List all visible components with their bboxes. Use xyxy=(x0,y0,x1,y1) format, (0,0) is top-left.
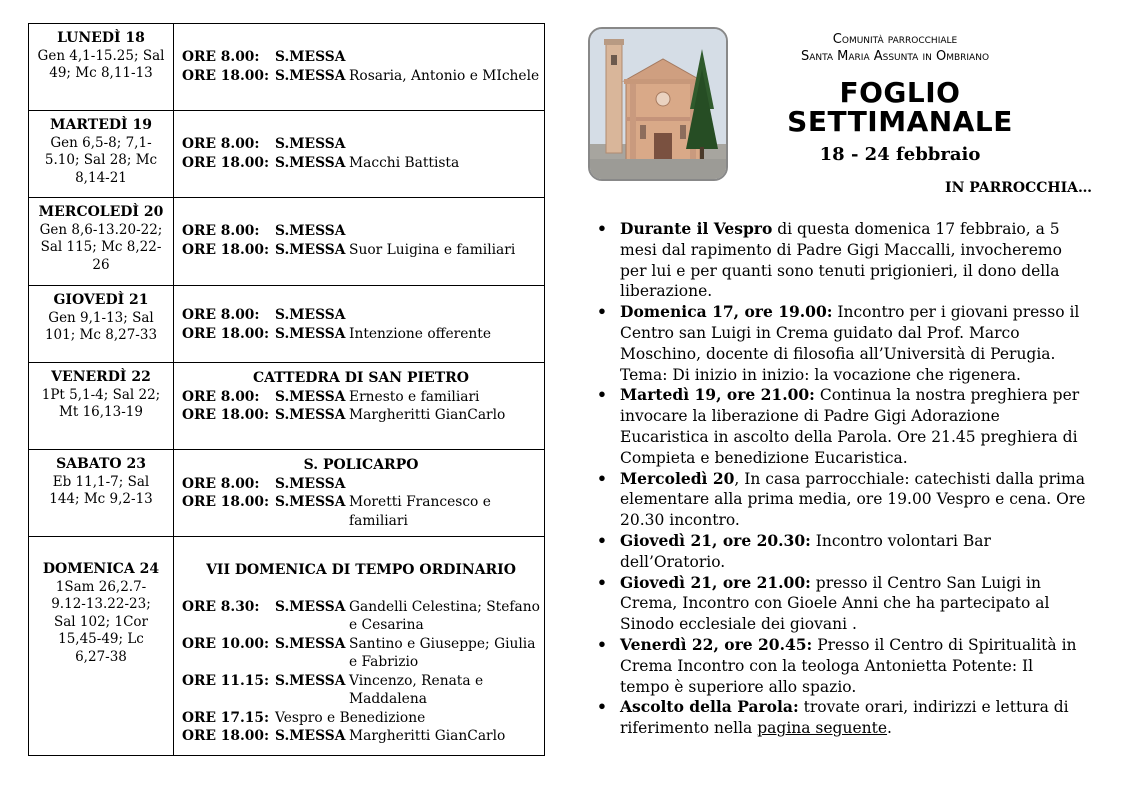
week-dates: 18 - 24 febbraio xyxy=(819,144,981,165)
bulletin-title xyxy=(770,78,1030,136)
title-line: SETTIMANALE xyxy=(787,105,1013,138)
mass-intention: Gandelli Celestina; Stefano e Cesarina xyxy=(349,598,540,633)
feast-title: S. POLICARPO xyxy=(303,457,419,473)
mass-cell xyxy=(174,286,545,363)
mass-line xyxy=(182,135,540,154)
notices-list xyxy=(597,219,1087,739)
list-item xyxy=(597,469,1087,531)
table-row xyxy=(29,286,545,363)
day-cell xyxy=(29,111,174,198)
mass-line xyxy=(182,154,540,173)
mass-type: S.MESSA xyxy=(275,728,346,744)
mass-type: S.MESSA xyxy=(275,223,346,239)
notice-lead: Durante il Vespro xyxy=(620,219,773,238)
mass-line xyxy=(182,306,540,325)
day-cell xyxy=(29,450,174,537)
mass-intention xyxy=(349,48,540,67)
day-cell xyxy=(29,537,174,756)
mass-line xyxy=(182,241,540,260)
mass-intention: Margheritti GianCarlo xyxy=(349,407,506,423)
notice-lead: Venerdì 22, ore 20.45: xyxy=(620,634,813,654)
notice-text: di questa domenica 17 febbraio, a 5 mesi dal rapimento di Padre Gigi Maccalli, invocheremo per lui e per quanti sono tenuti prigionieri, il dono della liberazione. xyxy=(620,220,1062,301)
mass-line xyxy=(182,672,540,709)
mass-intention: Suor Luigina e familiari xyxy=(349,241,516,258)
table-row xyxy=(29,450,545,537)
mass-line xyxy=(182,493,540,530)
mass-cell xyxy=(174,198,545,286)
mass-line xyxy=(182,67,540,86)
table-row xyxy=(29,198,545,286)
mass-line xyxy=(182,48,540,67)
mass-type: S.MESSA xyxy=(275,325,346,342)
parish-line: Santa Maria Assunta in Ombriano xyxy=(800,49,990,64)
readings: 1Sam 26,2.7-9.12-13.22-23; Sal 102; 1Cor 15,45-49; Lc 6,27-38 xyxy=(51,578,151,665)
mass-time: ORE 18.00: xyxy=(182,494,270,510)
mass-line xyxy=(182,709,540,728)
mass-type: S.MESSA xyxy=(275,407,346,423)
table-row xyxy=(29,24,545,111)
section-heading: IN PARROCCHIA… xyxy=(945,180,1092,196)
table-row xyxy=(29,537,545,756)
mass-line xyxy=(182,325,540,344)
notice-lead: Martedì 19, ore 21.00: xyxy=(620,385,815,405)
mass-intention: Macchi Battista xyxy=(349,154,460,171)
mass-line xyxy=(182,475,540,494)
notice-text: Incontro per i giovani presso il Centro san Luigi in Crema guidato dal Prof. Marco Moschino, docente di filosofia all’Università di Perugia. Tema: Di inizio in inizio: la vocazione che rigenera. xyxy=(620,303,1080,384)
list-item xyxy=(597,573,1087,635)
day-name: MARTEDÌ 19 xyxy=(50,117,152,133)
mass-type: S.MESSA xyxy=(275,307,346,323)
readings: Gen 9,1-13; Sal 101; Mc 8,27-33 xyxy=(44,309,158,343)
notice-text: presso il Centro San Luigi in Crema, Incontro con Gioele Anni che ha partecipato al Sinodo ecclesiale dei giovani . xyxy=(620,573,1050,634)
mass-schedule-table xyxy=(28,23,545,756)
notice-lead: Giovedì 21, ore 20.30: xyxy=(620,530,811,550)
mass-cell xyxy=(174,24,545,111)
community-line: Comunità parrocchiale xyxy=(832,32,958,47)
notice-text: Presso il Centro di Spiritualità in Crema Incontro con la teologa Antonietta Potente: Il tempo è superiore allo spazio. xyxy=(620,635,1077,696)
mass-type: S.MESSA xyxy=(275,67,346,84)
readings: Gen 8,6-13.20-22; Sal 115; Mc 8,22-26 xyxy=(39,221,163,273)
mass-type: S.MESSA xyxy=(275,598,346,615)
mass-type: S.MESSA xyxy=(275,154,346,171)
day-name: MERCOLEDÌ 20 xyxy=(38,204,164,220)
mass-time: ORE 8.30: xyxy=(182,598,260,615)
mass-type: S.MESSA xyxy=(275,475,346,492)
table-row xyxy=(29,111,545,198)
notice-text: , In casa parrocchiale: catechisti dalla prima elementare alla prima media, ore 19.00 Vespro e cena. Ore 20.30 incontro. xyxy=(620,469,1086,530)
mass-time: ORE 18.00: xyxy=(182,407,270,423)
mass-cell xyxy=(174,450,545,537)
readings: 1Pt 5,1-4; Sal 22; Mt 16,13-19 xyxy=(41,386,161,420)
mass-intention xyxy=(349,475,540,494)
mass-time: ORE 11.15: xyxy=(182,672,270,689)
mass-type: S.MESSA xyxy=(275,136,346,152)
mass-intention: Santino e Giuseppe; Giulia e Fabrizio xyxy=(349,635,536,670)
mass-intention: Intenzione offerente xyxy=(349,325,491,342)
mass-time: ORE 18.00: xyxy=(182,728,270,744)
mass-time: ORE 8.00: xyxy=(182,223,260,239)
title-line: FOGLIO xyxy=(839,76,961,109)
notice-lead: Giovedì 21, ore 21.00: xyxy=(620,572,811,592)
mass-line xyxy=(182,388,540,407)
notice-text: Continua la nostra preghiera per invocare la liberazione di Padre Gigi Adorazione Eucaristica in ascolto della Parola. Ore 21.45 preghiera di Compieta e benedizione Eucaristica. xyxy=(620,386,1080,467)
mass-type: S.MESSA xyxy=(275,241,346,258)
church-illustration xyxy=(590,29,726,179)
mass-intention: Margheritti GianCarlo xyxy=(349,728,506,744)
mass-time: ORE 8.00: xyxy=(182,388,260,405)
church-photo xyxy=(588,27,728,181)
mass-intention: Moretti Francesco e familiari xyxy=(349,494,491,529)
table-row xyxy=(29,363,545,450)
list-item xyxy=(597,302,1087,385)
mass-time: ORE 10.00: xyxy=(182,635,270,652)
notice-lead: Domenica 17, ore 19.00: xyxy=(620,302,833,322)
mass-intention: Rosaria, Antonio e MIchele xyxy=(349,67,540,84)
day-cell xyxy=(29,24,174,111)
day-cell xyxy=(29,363,174,450)
feast-title: CATTEDRA DI SAN PIETRO xyxy=(253,370,469,386)
notice-lead: Ascolto della Parola: xyxy=(620,697,799,717)
list-item xyxy=(597,531,1087,573)
mass-cell xyxy=(174,111,545,198)
mass-time: ORE 8.00: xyxy=(182,49,260,65)
mass-line xyxy=(182,727,540,746)
mass-intention xyxy=(349,135,540,154)
day-name: LUNEDÌ 18 xyxy=(57,30,145,46)
mass-time: ORE 18.00: xyxy=(182,241,270,258)
parish-name xyxy=(730,31,1060,65)
list-item xyxy=(597,219,1087,302)
mass-cell xyxy=(174,537,545,756)
readings: Gen 6,5-8; 7,1-5.10; Sal 28; Mc 8,14-21 xyxy=(44,134,158,186)
mass-time: ORE 18.00: xyxy=(182,325,270,342)
mass-intention xyxy=(349,222,540,241)
mass-intention xyxy=(349,306,540,325)
readings: Eb 11,1-7; Sal 144; Mc 9,2-13 xyxy=(49,473,153,507)
mass-type: S.MESSA xyxy=(275,635,346,652)
mass-line xyxy=(182,598,540,635)
notice-text: trovate orari, indirizzi e lettura di riferimento nella xyxy=(620,698,1069,738)
mass-type: S.MESSA xyxy=(275,672,346,689)
mass-type: S.MESSA xyxy=(275,388,346,405)
feast-title: VII DOMENICA DI TEMPO ORDINARIO xyxy=(206,562,516,578)
list-item xyxy=(597,635,1087,697)
notice-text: Incontro volontari Bar dell’Oratorio. xyxy=(620,531,991,571)
mass-time: ORE 8.00: xyxy=(182,475,260,492)
mass-type: S.MESSA xyxy=(275,49,346,65)
mass-time: ORE 8.00: xyxy=(182,307,260,323)
readings: Gen 4,1-15.25; Sal 49; Mc 8,11-13 xyxy=(37,47,165,81)
mass-intention: Ernesto e familiari xyxy=(349,388,480,405)
day-cell xyxy=(29,286,174,363)
next-page-link[interactable]: pagina seguente xyxy=(757,719,888,738)
mass-intention: Vincenzo, Renata e Maddalena xyxy=(349,672,484,707)
day-cell xyxy=(29,198,174,286)
list-item xyxy=(597,697,1087,739)
mass-line xyxy=(182,222,540,241)
mass-time: ORE 17.15: xyxy=(182,709,270,726)
list-item xyxy=(597,385,1087,468)
day-name: DOMENICA 24 xyxy=(42,561,160,577)
mass-line xyxy=(182,635,540,672)
mass-intention: Vespro e Benedizione xyxy=(275,709,426,726)
mass-cell xyxy=(174,363,545,450)
mass-type: S.MESSA xyxy=(275,494,346,510)
day-name: GIOVEDÌ 21 xyxy=(53,292,149,308)
mass-time: ORE 18.00: xyxy=(182,154,270,171)
mass-time: ORE 8.00: xyxy=(182,136,260,152)
day-name: VENERDÌ 22 xyxy=(51,369,151,385)
day-name: SABATO 23 xyxy=(56,456,146,472)
mass-time: ORE 18.00: xyxy=(182,67,270,84)
notice-end: . xyxy=(887,719,892,738)
mass-line xyxy=(182,406,540,425)
notice-lead: Mercoledì 20 xyxy=(620,468,735,488)
